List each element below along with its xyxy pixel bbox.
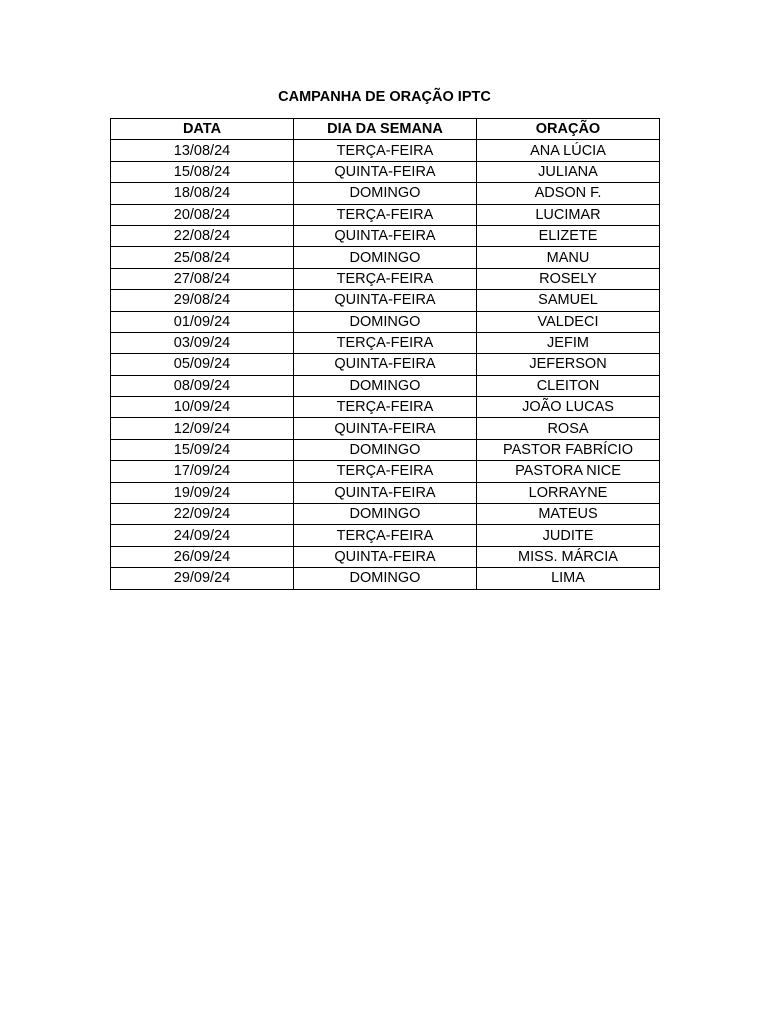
weekday-cell: DOMINGO [294, 375, 477, 396]
weekday-cell: TERÇA-FEIRA [294, 525, 477, 546]
prayer-name-cell: PASTORA NICE [477, 461, 660, 482]
weekday-cell: QUINTA-FEIRA [294, 290, 477, 311]
table-row [111, 247, 660, 268]
column-header-date: DATA [111, 119, 294, 140]
table-body [111, 140, 660, 589]
table-row [111, 504, 660, 525]
weekday-cell: TERÇA-FEIRA [294, 204, 477, 225]
table-row [111, 418, 660, 439]
prayer-name-cell: CLEITON [477, 375, 660, 396]
weekday-cell: QUINTA-FEIRA [294, 418, 477, 439]
prayer-schedule-table [110, 118, 660, 590]
weekday-cell: DOMINGO [294, 504, 477, 525]
table-row [111, 161, 660, 182]
table-row [111, 461, 660, 482]
prayer-name-cell: MANU [477, 247, 660, 268]
weekday-cell: TERÇA-FEIRA [294, 397, 477, 418]
date-cell: 22/09/24 [111, 504, 294, 525]
date-cell: 29/08/24 [111, 290, 294, 311]
column-header-weekday: DIA DA SEMANA [294, 119, 477, 140]
table-header [111, 119, 660, 140]
weekday-cell: DOMINGO [294, 439, 477, 460]
date-cell: 27/08/24 [111, 268, 294, 289]
table-row [111, 375, 660, 396]
prayer-name-cell: LORRAYNE [477, 482, 660, 503]
date-cell: 20/08/24 [111, 204, 294, 225]
table-row [111, 482, 660, 503]
table-row [111, 546, 660, 567]
table-row [111, 354, 660, 375]
weekday-cell: DOMINGO [294, 311, 477, 332]
table-row [111, 439, 660, 460]
date-cell: 03/09/24 [111, 332, 294, 353]
weekday-cell: QUINTA-FEIRA [294, 225, 477, 246]
prayer-name-cell: JULIANA [477, 161, 660, 182]
table-row [111, 568, 660, 589]
date-cell: 24/09/24 [111, 525, 294, 546]
weekday-cell: DOMINGO [294, 247, 477, 268]
date-cell: 13/08/24 [111, 140, 294, 161]
date-cell: 15/08/24 [111, 161, 294, 182]
prayer-name-cell: JUDITE [477, 525, 660, 546]
prayer-name-cell: JEFIM [477, 332, 660, 353]
prayer-name-cell: ADSON F. [477, 183, 660, 204]
date-cell: 29/09/24 [111, 568, 294, 589]
date-cell: 10/09/24 [111, 397, 294, 418]
date-cell: 12/09/24 [111, 418, 294, 439]
table-row [111, 290, 660, 311]
prayer-name-cell: LUCIMAR [477, 204, 660, 225]
column-header-prayer: ORAÇÃO [477, 119, 660, 140]
prayer-name-cell: MATEUS [477, 504, 660, 525]
weekday-cell: QUINTA-FEIRA [294, 354, 477, 375]
prayer-name-cell: ROSA [477, 418, 660, 439]
prayer-name-cell: JEFERSON [477, 354, 660, 375]
table-row [111, 268, 660, 289]
date-cell: 25/08/24 [111, 247, 294, 268]
prayer-name-cell: MISS. MÁRCIA [477, 546, 660, 567]
table-row [111, 311, 660, 332]
prayer-name-cell: PASTOR FABRÍCIO [477, 439, 660, 460]
table-row [111, 332, 660, 353]
date-cell: 26/09/24 [111, 546, 294, 567]
prayer-name-cell: JOÃO LUCAS [477, 397, 660, 418]
table-row [111, 183, 660, 204]
header-row [111, 119, 660, 140]
weekday-cell: TERÇA-FEIRA [294, 461, 477, 482]
table-row [111, 140, 660, 161]
document-title: CAMPANHA DE ORAÇÃO IPTC [278, 89, 491, 105]
table-row [111, 525, 660, 546]
date-cell: 15/09/24 [111, 439, 294, 460]
table-row [111, 225, 660, 246]
weekday-cell: QUINTA-FEIRA [294, 161, 477, 182]
weekday-cell: DOMINGO [294, 183, 477, 204]
weekday-cell: QUINTA-FEIRA [294, 546, 477, 567]
date-cell: 08/09/24 [111, 375, 294, 396]
date-cell: 01/09/24 [111, 311, 294, 332]
table-row [111, 204, 660, 225]
prayer-name-cell: ROSELY [477, 268, 660, 289]
weekday-cell: QUINTA-FEIRA [294, 482, 477, 503]
weekday-cell: TERÇA-FEIRA [294, 268, 477, 289]
prayer-name-cell: LIMA [477, 568, 660, 589]
prayer-name-cell: SAMUEL [477, 290, 660, 311]
date-cell: 22/08/24 [111, 225, 294, 246]
date-cell: 05/09/24 [111, 354, 294, 375]
prayer-name-cell: VALDECI [477, 311, 660, 332]
weekday-cell: TERÇA-FEIRA [294, 332, 477, 353]
weekday-cell: TERÇA-FEIRA [294, 140, 477, 161]
prayer-name-cell: ELIZETE [477, 225, 660, 246]
prayer-name-cell: ANA LÚCIA [477, 140, 660, 161]
table-row [111, 397, 660, 418]
date-cell: 19/09/24 [111, 482, 294, 503]
weekday-cell: DOMINGO [294, 568, 477, 589]
date-cell: 18/08/24 [111, 183, 294, 204]
date-cell: 17/09/24 [111, 461, 294, 482]
